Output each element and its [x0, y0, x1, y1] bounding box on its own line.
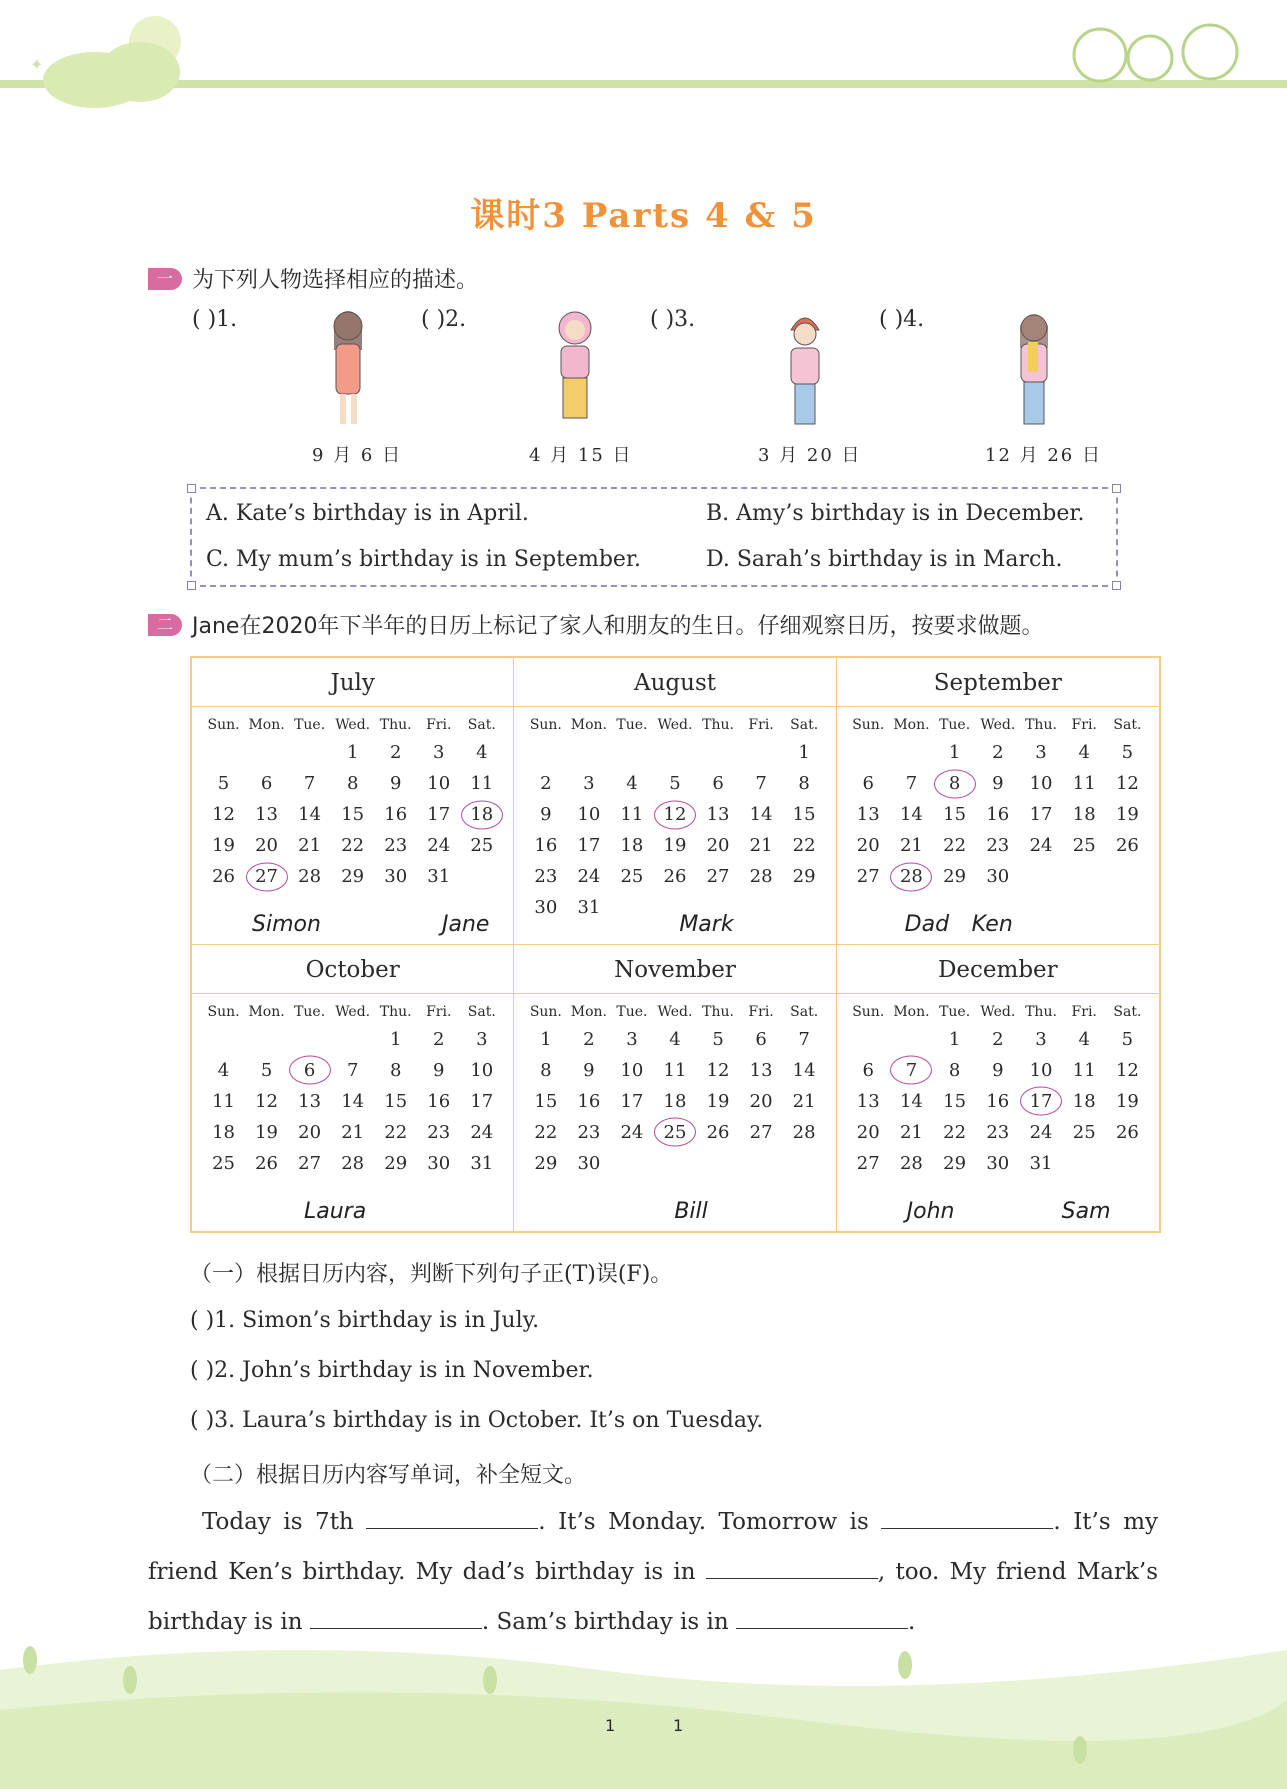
option-b: B. Amy’s birthday is in December. [706, 501, 1085, 526]
weekday-label: Wed. [980, 1003, 1016, 1020]
calendar-day: 17 [1029, 804, 1053, 825]
month-name: October [192, 945, 513, 994]
calendar-day: 15 [341, 804, 365, 825]
calendar-day: 17 [470, 1090, 494, 1112]
calendar-day: 13 [749, 1059, 773, 1081]
calendar-day: 21 [749, 835, 773, 856]
calendar-day: 29 [384, 1152, 408, 1174]
calendar-day: 28 [749, 866, 773, 887]
calendar-day: 26 [1115, 1121, 1139, 1143]
weekday-label: Sun. [852, 717, 885, 733]
calendar-day: 29 [792, 866, 816, 887]
calendar-day: 2 [433, 1028, 445, 1050]
calendar-day: 4 [217, 1059, 230, 1081]
options-box [190, 487, 1118, 587]
weekday-label: Mon. [248, 1003, 285, 1020]
calendar-day: 21 [341, 1121, 365, 1143]
circled-day: 12 [653, 799, 696, 830]
calendar-day: 6 [862, 1059, 874, 1081]
birthday-name-label: Dad [904, 912, 950, 937]
calendar-day: 10 [620, 1059, 644, 1081]
month-august [514, 658, 836, 945]
calendar-day: 31 [577, 897, 601, 918]
calendar-day: 31 [427, 866, 451, 887]
calendar-day: 16 [427, 1090, 451, 1112]
calendar-day: 3 [1035, 1028, 1047, 1050]
circled-day: 17 [1019, 1086, 1062, 1117]
question-label-4: ( )4. [879, 307, 925, 332]
girl-in-pink-dress-image [318, 308, 378, 436]
header-decoration [0, 0, 1287, 120]
calendar-day: 3 [1035, 742, 1047, 763]
calendar-day: 30 [986, 866, 1010, 887]
circled-day: 28 [890, 861, 933, 892]
calendar-day: 12 [1115, 773, 1139, 794]
calendar-day: 9 [540, 804, 552, 825]
calendar-day: 2 [583, 1028, 595, 1050]
calendar-day: 29 [943, 1152, 967, 1174]
weekday-label: Sat. [790, 1003, 819, 1020]
calendar-day: 10 [470, 1059, 494, 1081]
month-september [837, 658, 1159, 945]
girl-in-hat-image [775, 308, 835, 436]
calendar-day: 19 [1115, 1090, 1139, 1112]
calendar-day: 25 [470, 835, 494, 856]
calendar-day: 4 [1078, 1028, 1090, 1050]
weekday-label: Sat. [467, 1003, 496, 1020]
weekday-label: Wed. [657, 717, 693, 733]
weekday-label: Tue. [294, 1003, 326, 1020]
calendar-day: 20 [706, 835, 730, 856]
weekday-label: Wed. [980, 717, 1016, 733]
calendar-day: 28 [341, 1152, 365, 1174]
calendar-day: 18 [663, 1090, 687, 1112]
calendar-day: 15 [534, 1090, 558, 1112]
girl-in-hoodie-image [545, 308, 605, 436]
weekday-label: Mon. [248, 717, 285, 733]
birthday-name-label: Mark [679, 912, 734, 937]
weekday-label: Thu. [379, 1003, 412, 1020]
calendar-day: 11 [1072, 1059, 1096, 1081]
date-label-4: 12 月 26 日 [985, 445, 1102, 466]
calendar-day: 27 [749, 1121, 773, 1143]
weekday-label: Fri. [748, 717, 774, 733]
weekday-label: Sat. [1113, 717, 1142, 733]
calendar-day: 26 [706, 1121, 730, 1143]
calendar-day: 12 [706, 1059, 730, 1081]
weekday-label: Thu. [1025, 1003, 1057, 1020]
calendar-day: 18 [620, 835, 644, 856]
weekday-label: Mon. [570, 1003, 608, 1020]
weekday-label: Sat. [1113, 1003, 1142, 1020]
month-december [837, 945, 1159, 1232]
calendar-day: 16 [986, 804, 1010, 825]
calendar-day: 13 [298, 1090, 322, 1112]
calendar-day: 11 [620, 804, 644, 825]
weekday-label: Sun. [529, 717, 562, 733]
calendar-day: 22 [943, 1121, 967, 1143]
month-name: July [192, 658, 513, 707]
circled-day: 8 [933, 768, 976, 799]
calendar-day: 2 [992, 1028, 1004, 1050]
calendar-day: 25 [620, 866, 644, 887]
calendar-day: 13 [255, 804, 279, 825]
calendar-day: 28 [899, 1152, 923, 1174]
circled-day: 7 [890, 1055, 933, 1086]
calendar-day: 12 [212, 804, 235, 825]
weekday-label: Sat. [467, 717, 496, 733]
calendar-day: 31 [1029, 1152, 1053, 1174]
calendar-day: 25 [1072, 835, 1096, 856]
calendar-day: 21 [298, 835, 322, 856]
birthday-name-label: Simon [252, 912, 321, 937]
birthday-name-label: Ken [971, 912, 1013, 937]
weekday-label: Fri. [748, 1003, 774, 1020]
calendar-day: 30 [384, 866, 408, 887]
part1-heading: （一）根据日历内容，判断下列句子正(T)误(F)。 [190, 1262, 673, 1287]
weekday-label: Wed. [657, 1003, 693, 1020]
calendar-day: 23 [577, 1121, 601, 1143]
calendar-day: 11 [1072, 773, 1096, 794]
calendar-day: 19 [1115, 804, 1139, 825]
calendar-day: 1 [798, 742, 810, 763]
calendar-day: 17 [620, 1090, 644, 1112]
circled-day: 25 [653, 1117, 696, 1148]
part2-heading: （二）根据日历内容写单词，补全短文。 [190, 1463, 587, 1488]
calendar-day: 14 [341, 1090, 365, 1112]
calendar-day: 23 [427, 1121, 451, 1143]
weekday-label: Tue. [294, 717, 326, 733]
calendar-day: 24 [1029, 1121, 1053, 1143]
weekday-label: Wed. [335, 1003, 371, 1020]
tf-item-3: ( )3. Laura’s birthday is in October. It’s on Tuesday. [190, 1408, 764, 1433]
weekday-label: Fri. [1071, 717, 1097, 733]
calendar-day: 30 [534, 897, 558, 918]
calendar-day: 6 [712, 773, 724, 794]
calendar-day: 5 [260, 1059, 273, 1081]
weekday-label: Thu. [702, 1003, 734, 1020]
calendar-day: 21 [792, 1090, 816, 1112]
calendar-day: 19 [212, 835, 235, 856]
calendar-day: 5 [1121, 742, 1134, 763]
calendar-day: 4 [1078, 742, 1090, 763]
landscape-footer [0, 1610, 1287, 1789]
weekday-label: Mon. [893, 717, 930, 733]
calendar-day: 1 [948, 1028, 961, 1050]
calendar-day: 17 [427, 804, 451, 825]
svg-text:✦: ✦ [30, 55, 44, 74]
calendar-day: 22 [792, 835, 816, 856]
calendar-day: 10 [1029, 773, 1053, 794]
weekday-label: Thu. [379, 717, 412, 733]
calendar-day: 30 [427, 1152, 451, 1174]
calendar-day: 27 [706, 866, 730, 887]
calendar-day: 1 [948, 742, 961, 763]
weekday-label: Tue. [616, 717, 648, 733]
calendar-day: 22 [943, 835, 967, 856]
weekday-label: Sun. [529, 1003, 562, 1020]
calendar-day: 23 [986, 835, 1010, 856]
calendar-day: 16 [577, 1090, 601, 1112]
calendar-day: 9 [992, 1059, 1004, 1081]
weekday-label: Fri. [426, 717, 452, 733]
option-c: C. My mum’s birthday is in September. [206, 547, 642, 572]
calendar-day: 15 [792, 804, 816, 825]
calendar-day: 3 [433, 742, 445, 763]
calendar-day: 4 [669, 1028, 681, 1050]
calendar-day: 1 [346, 742, 359, 763]
month-name: November [514, 945, 835, 994]
answer-blank[interactable] [706, 1560, 878, 1579]
calendar-day: 25 [212, 1152, 235, 1174]
calendar-day: 11 [663, 1059, 687, 1081]
calendar-day: 26 [663, 866, 687, 887]
page-title: 课时3 Parts 4 & 5 [470, 196, 817, 236]
date-label-2: 4 月 15 日 [529, 445, 633, 466]
calendar-day: 27 [298, 1152, 322, 1174]
calendar-day: 16 [986, 1090, 1010, 1112]
weekday-label: Thu. [702, 717, 734, 733]
calendar-day: 1 [540, 1028, 552, 1050]
calendar-day: 24 [1029, 835, 1053, 856]
birthday-name-label: Jane [442, 912, 490, 937]
calendar-day: 8 [389, 1059, 402, 1081]
calendar-day: 7 [346, 1059, 359, 1081]
option-a: A. Kate’s birthday is in April. [206, 501, 529, 526]
calendar-day: 26 [212, 866, 235, 887]
tf-item-1: ( )1. Simon’s birthday is in July. [190, 1308, 540, 1333]
calendar-day: 2 [389, 742, 402, 763]
calendar-day: 6 [862, 773, 874, 794]
date-label-3: 3 月 20 日 [758, 445, 862, 466]
weekday-label: Sat. [790, 717, 819, 733]
calendar-day: 8 [540, 1059, 552, 1081]
calendar-day: 22 [384, 1121, 408, 1143]
calendar-day: 7 [905, 773, 918, 794]
calendar-day: 6 [260, 773, 273, 794]
month-name: September [837, 658, 1159, 707]
calendar-day: 28 [298, 866, 322, 887]
calendar-day: 9 [583, 1059, 595, 1081]
weekday-label: Sun. [207, 1003, 240, 1020]
calendar-day: 17 [577, 835, 601, 856]
calendar-day: 26 [1115, 835, 1139, 856]
weekday-label: Tue. [939, 717, 971, 733]
calendar-day: 16 [384, 804, 408, 825]
fill-in-passage: Today is 7th . It’s Monday. Tomorrow is . It’s my friend Ken’s birthday. My dad’s birthday is in , too. My friend Mark’s birthday is in . Sam’s birthday is in . [148, 1509, 1159, 1635]
calendar-day: 24 [620, 1121, 644, 1143]
weekday-label: Mon. [893, 1003, 930, 1020]
calendar-day: 25 [1072, 1121, 1096, 1143]
calendar-day: 20 [749, 1090, 773, 1112]
calendar-day: 15 [943, 804, 967, 825]
calendar-day: 13 [856, 1090, 880, 1112]
calendar-day: 20 [856, 835, 880, 856]
calendar-day: 20 [856, 1121, 880, 1143]
calendar-day: 11 [212, 1090, 235, 1112]
calendar-day: 14 [899, 1090, 923, 1112]
calendar-day: 29 [341, 866, 365, 887]
weekday-label: Sun. [207, 717, 240, 733]
calendar-day: 9 [992, 773, 1004, 794]
month-name: December [837, 945, 1159, 994]
calendar-day: 5 [217, 773, 230, 794]
circled-day: 18 [460, 799, 503, 830]
calendar-day: 19 [706, 1090, 730, 1112]
calendar-day: 21 [899, 1121, 923, 1143]
calendar-day: 24 [427, 835, 451, 856]
calendar-day: 9 [433, 1059, 445, 1081]
calendar-day: 28 [792, 1121, 816, 1143]
calendar-day: 12 [255, 1090, 279, 1112]
section-badge: 一 [148, 268, 182, 290]
calendar-day: 19 [255, 1121, 279, 1143]
calendar-day: 5 [1121, 1028, 1134, 1050]
birthday-name-label: John [906, 1198, 955, 1224]
weekday-label: Mon. [570, 717, 608, 733]
calendar-day: 5 [712, 1028, 724, 1050]
calendar-day: 2 [540, 773, 552, 794]
calendar-day: 18 [212, 1121, 235, 1143]
calendar-day: 26 [255, 1152, 279, 1174]
circled-day: 27 [245, 861, 288, 892]
calendar-day: 14 [298, 804, 322, 825]
section2-heading [148, 609, 1043, 640]
calendar-day: 15 [943, 1090, 967, 1112]
weekday-label: Tue. [939, 1003, 971, 1020]
calendar-day: 13 [856, 804, 880, 825]
month-name: August [514, 658, 835, 707]
birthday-name-label: Sam [1061, 1198, 1111, 1224]
calendar-day: 14 [899, 804, 923, 825]
calendar-day: 23 [384, 835, 408, 856]
calendar-day: 5 [669, 773, 681, 794]
calendar-day: 15 [384, 1090, 408, 1112]
month-november [514, 945, 836, 1232]
page-number: 1 [605, 1716, 616, 1735]
calendar-day: 29 [534, 1152, 558, 1174]
calendar-day: 8 [948, 1059, 961, 1081]
section-title: 为下列人物选择相应的描述。 [192, 268, 479, 293]
animal-faces-icon [1074, 25, 1237, 81]
calendar-day: 4 [626, 773, 638, 794]
birthday-name-label: Laura [304, 1198, 367, 1224]
calendar-day: 10 [577, 804, 601, 825]
weekday-label: Sun. [852, 1003, 885, 1020]
calendar-day: 20 [255, 835, 279, 856]
page-number: 1 [673, 1716, 684, 1735]
calendar-day: 6 [755, 1028, 767, 1050]
calendar-day: 23 [986, 1121, 1010, 1143]
calendar-day: 7 [755, 773, 767, 794]
date-label-1: 9 月 6 日 [312, 445, 403, 466]
calendar-day: 8 [798, 773, 810, 794]
calendar-day: 9 [389, 773, 402, 794]
question-label-2: ( )2. [421, 307, 467, 332]
calendar-day: 19 [663, 835, 687, 856]
calendar-day: 30 [986, 1152, 1010, 1174]
month-july [192, 658, 514, 945]
calendar-day: 23 [534, 866, 558, 887]
question-label-3: ( )3. [650, 307, 696, 332]
calendar-day: 10 [1029, 1059, 1053, 1081]
calendar-day: 27 [856, 866, 880, 887]
calendar-day: 2 [992, 742, 1004, 763]
calendar-day: 4 [476, 742, 488, 763]
calendar-day: 13 [706, 804, 730, 825]
calendar-day: 18 [1072, 804, 1096, 825]
section-title: Jane在2020年下半年的日历上标记了家人和朋友的生日。仔细观察日历，按要求做题。 [192, 614, 1044, 639]
calendar-day: 16 [534, 835, 558, 856]
calendar-day: 12 [1115, 1059, 1139, 1081]
calendar-day: 20 [298, 1121, 322, 1143]
weekday-label: Fri. [1071, 1003, 1097, 1020]
section1-heading [148, 263, 478, 294]
calendar-day: 29 [943, 866, 967, 887]
weekday-label: Fri. [426, 1003, 452, 1020]
tf-item-2: ( )2. John’s birthday is in November. [190, 1358, 594, 1383]
calendar-day: 22 [534, 1121, 558, 1143]
girl-in-scarf-image [1004, 308, 1064, 436]
calendar-day: 1 [389, 1028, 402, 1050]
calendar-day: 14 [792, 1059, 816, 1081]
answer-blank[interactable] [881, 1510, 1053, 1529]
calendar-grid [190, 656, 1161, 1233]
calendar-day: 3 [583, 773, 595, 794]
option-d: D. Sarah’s birthday is in March. [706, 547, 1063, 572]
calendar-day: 18 [1072, 1090, 1096, 1112]
calendar-day: 30 [577, 1152, 601, 1174]
calendar-day: 27 [856, 1152, 880, 1174]
weekday-label: Wed. [335, 717, 371, 733]
section-badge: 二 [148, 614, 182, 636]
calendar-day: 22 [341, 835, 365, 856]
calendar-day: 3 [626, 1028, 638, 1050]
calendar-day: 14 [749, 804, 773, 825]
circled-day: 6 [288, 1055, 331, 1086]
answer-blank[interactable] [366, 1510, 538, 1529]
calendar-day: 11 [470, 773, 494, 794]
calendar-day: 24 [577, 866, 601, 887]
birthday-name-label: Bill [674, 1198, 708, 1224]
question-label-1: ( )1. [192, 307, 238, 332]
calendar-day: 10 [427, 773, 451, 794]
weekday-label: Thu. [1025, 717, 1057, 733]
calendar-day: 7 [303, 773, 316, 794]
calendar-day: 3 [476, 1028, 488, 1050]
calendar-day: 24 [470, 1121, 494, 1143]
calendar-day: 21 [899, 835, 923, 856]
calendar-day: 31 [470, 1152, 494, 1174]
weekday-label: Tue. [616, 1003, 648, 1020]
calendar-day: 7 [798, 1028, 810, 1050]
sun-cloud-icon [30, 16, 181, 108]
calendar-day: 8 [346, 773, 359, 794]
month-october [192, 945, 514, 1232]
